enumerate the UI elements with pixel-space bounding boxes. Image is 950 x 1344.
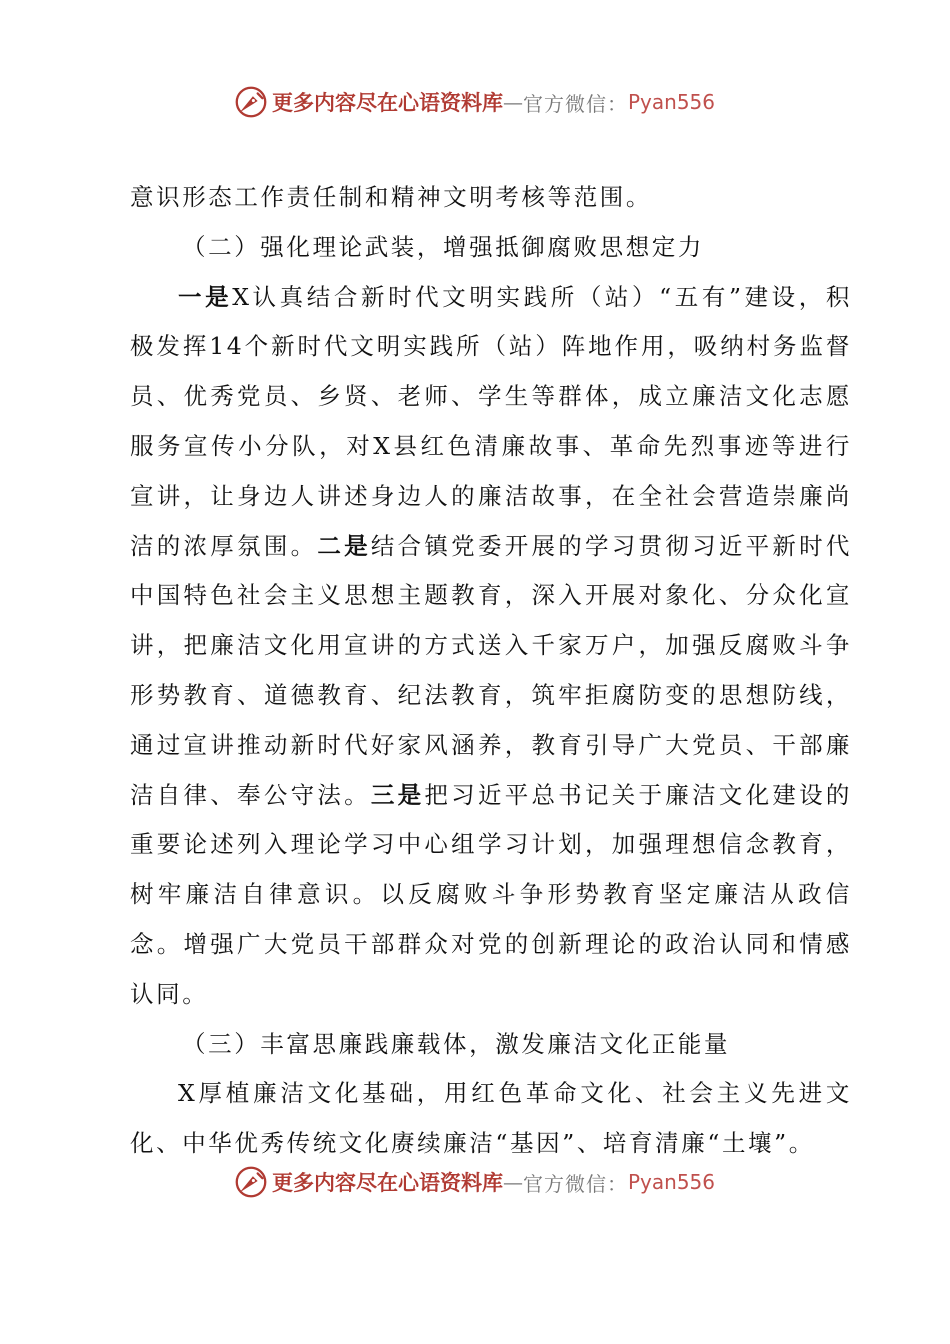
footer-watermark: [232, 1162, 715, 1202]
section-heading-2: （二）强化理论武装，增强抵御腐败思想定力: [182, 232, 704, 261]
watermark-brand: 更多内容尽在心语资料库: [272, 90, 503, 115]
watermark-label: 官方微信：: [523, 91, 628, 116]
pen-nib-logo-icon: [232, 1163, 270, 1201]
pen-nib-logo-icon: [232, 83, 270, 121]
paragraph-theory-armament: [130, 273, 852, 1020]
watermark-wechat-id: Pyan556: [628, 1170, 716, 1194]
paragraph-part-2: 结合镇党委开展的学习贯彻习近平新时代中国特色社会主义思想主题教育，深入开展对象化、分众化宣讲，把廉洁文化用宣讲的方式送入千家万户，加强反腐败斗争形势教育、道德教育、纪法教育，筑牢拒腐防变的思想防线，通过宣讲推动新时代好家风涵养，教育引导广大党员、干部廉洁自律、奉公守法。: [130, 531, 852, 809]
marker-second: 二是: [317, 531, 371, 560]
watermark-brand: 更多内容尽在心语资料库: [272, 1170, 503, 1195]
document-body: [130, 173, 852, 1169]
watermark-label: 官方微信：: [523, 1171, 628, 1196]
marker-third: 三是: [370, 780, 425, 809]
paragraph-part-1: X认真结合新时代文明实践所（站）“五有”建设，积极发挥14个新时代文明实践所（站）阵地作用，吸纳村务监督员、优秀党员、乡贤、老师、学生等群体，成立廉洁文化志愿服务宣传小分队，对X县红色清廉故事、革命先烈事迹等进行宣讲，让身边人讲述身边人的廉洁故事，在全社会营造崇廉尚洁的浓厚氛围。: [130, 282, 852, 560]
paragraph-culture-foundation: X厚植廉洁文化基础，用红色革命文化、社会主义先进文化、中华优秀传统文化赓续廉洁“基因”、培育清廉“土壤”。: [130, 1079, 852, 1158]
watermark-wechat-id: Pyan556: [628, 90, 716, 114]
watermark-separator: —: [503, 1170, 523, 1194]
watermark-separator: —: [503, 90, 523, 114]
section-heading-3: （三）丰富思廉践廉载体，激发廉洁文化正能量: [182, 1029, 731, 1058]
header-watermark: [232, 82, 715, 122]
marker-first: 一是: [178, 282, 233, 311]
paragraph-continued: 意识形态工作责任制和精神文明考核等范围。: [130, 183, 652, 211]
paragraph-part-3: 把习近平总书记关于廉洁文化建设的重要论述列入理论学习中心组学习计划，加强理想信念教育，树牢廉洁自律意识。以反腐败斗争形势教育坚定廉洁从政信念。增强广大党员干部群众对党的创新理论的政治认同和情感认同。: [130, 780, 852, 1008]
